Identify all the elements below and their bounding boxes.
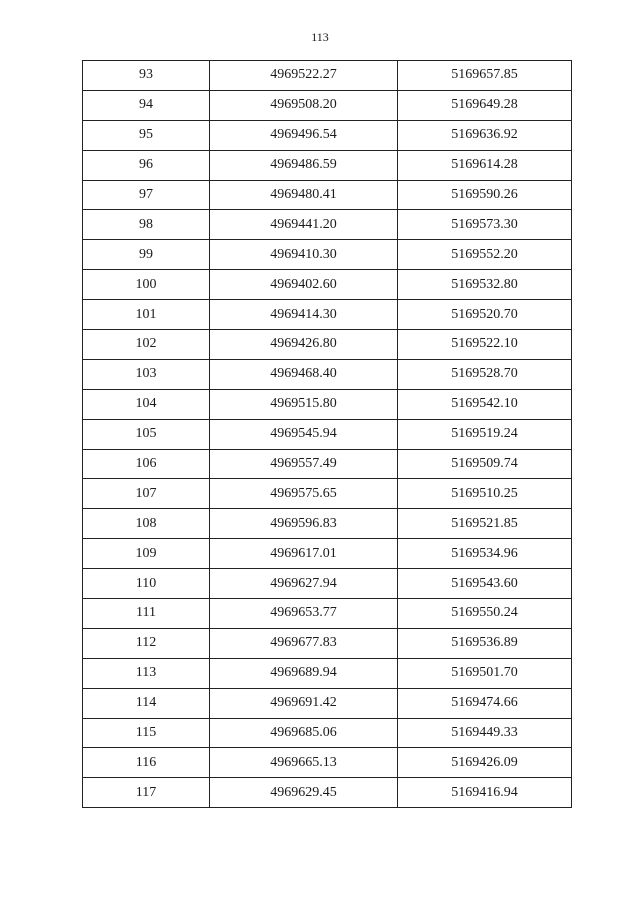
x-coordinate-cell: 4969410.30	[210, 240, 398, 270]
x-coordinate-cell: 4969486.59	[210, 150, 398, 180]
point-number-cell: 109	[83, 539, 210, 569]
table-row	[83, 569, 572, 599]
y-coordinate-cell: 5169510.25	[398, 479, 572, 509]
point-number-cell: 101	[83, 300, 210, 330]
y-coordinate-cell: 5169552.20	[398, 240, 572, 270]
y-coordinate-cell: 5169534.96	[398, 539, 572, 569]
table-row	[83, 599, 572, 629]
x-coordinate-cell: 4969677.83	[210, 628, 398, 658]
table-row	[83, 120, 572, 150]
x-coordinate-cell: 4969545.94	[210, 419, 398, 449]
point-number-cell: 111	[83, 599, 210, 629]
y-coordinate-cell: 5169614.28	[398, 150, 572, 180]
page-number: 113	[311, 30, 329, 44]
y-coordinate-cell: 5169573.30	[398, 210, 572, 240]
table-row	[83, 748, 572, 778]
point-number-cell: 113	[83, 658, 210, 688]
table-row	[83, 359, 572, 389]
x-coordinate-cell: 4969685.06	[210, 718, 398, 748]
x-coordinate-cell: 4969691.42	[210, 688, 398, 718]
y-coordinate-cell: 5169550.24	[398, 599, 572, 629]
coordinates-table	[82, 60, 572, 808]
table-row	[83, 658, 572, 688]
x-coordinate-cell: 4969480.41	[210, 180, 398, 210]
x-coordinate-cell: 4969557.49	[210, 449, 398, 479]
y-coordinate-cell: 5169649.28	[398, 90, 572, 120]
point-number-cell: 102	[83, 330, 210, 360]
y-coordinate-cell: 5169519.24	[398, 419, 572, 449]
table-row	[83, 240, 572, 270]
table-row	[83, 300, 572, 330]
y-coordinate-cell: 5169543.60	[398, 569, 572, 599]
point-number-cell: 117	[83, 778, 210, 808]
y-coordinate-cell: 5169536.89	[398, 628, 572, 658]
point-number-cell: 107	[83, 479, 210, 509]
x-coordinate-cell: 4969653.77	[210, 599, 398, 629]
y-coordinate-cell: 5169449.33	[398, 718, 572, 748]
y-coordinate-cell: 5169520.70	[398, 300, 572, 330]
y-coordinate-cell: 5169590.26	[398, 180, 572, 210]
point-number-cell: 116	[83, 748, 210, 778]
x-coordinate-cell: 4969426.80	[210, 330, 398, 360]
table-row	[83, 628, 572, 658]
x-coordinate-cell: 4969596.83	[210, 509, 398, 539]
table-row	[83, 419, 572, 449]
y-coordinate-cell: 5169542.10	[398, 389, 572, 419]
point-number-cell: 115	[83, 718, 210, 748]
x-coordinate-cell: 4969522.27	[210, 61, 398, 91]
x-coordinate-cell: 4969468.40	[210, 359, 398, 389]
point-number-cell: 99	[83, 240, 210, 270]
point-number-cell: 106	[83, 449, 210, 479]
x-coordinate-cell: 4969515.80	[210, 389, 398, 419]
point-number-cell: 96	[83, 150, 210, 180]
table-row	[83, 509, 572, 539]
y-coordinate-cell: 5169528.70	[398, 359, 572, 389]
y-coordinate-cell: 5169521.85	[398, 509, 572, 539]
table-row	[83, 210, 572, 240]
coordinates-table-body	[83, 61, 572, 808]
point-number-cell: 114	[83, 688, 210, 718]
y-coordinate-cell: 5169416.94	[398, 778, 572, 808]
point-number-cell: 110	[83, 569, 210, 599]
table-row	[83, 778, 572, 808]
x-coordinate-cell: 4969627.94	[210, 569, 398, 599]
y-coordinate-cell: 5169501.70	[398, 658, 572, 688]
point-number-cell: 108	[83, 509, 210, 539]
x-coordinate-cell: 4969441.20	[210, 210, 398, 240]
table-row	[83, 150, 572, 180]
y-coordinate-cell: 5169657.85	[398, 61, 572, 91]
point-number-cell: 95	[83, 120, 210, 150]
point-number-cell: 100	[83, 270, 210, 300]
table-row	[83, 389, 572, 419]
point-number-cell: 105	[83, 419, 210, 449]
y-coordinate-cell: 5169474.66	[398, 688, 572, 718]
table-row	[83, 270, 572, 300]
x-coordinate-cell: 4969689.94	[210, 658, 398, 688]
table-row	[83, 330, 572, 360]
table-row	[83, 449, 572, 479]
point-number-cell: 93	[83, 61, 210, 91]
point-number-cell: 103	[83, 359, 210, 389]
point-number-cell: 97	[83, 180, 210, 210]
point-number-cell: 112	[83, 628, 210, 658]
x-coordinate-cell: 4969402.60	[210, 270, 398, 300]
x-coordinate-cell: 4969665.13	[210, 748, 398, 778]
table-row	[83, 539, 572, 569]
point-number-cell: 94	[83, 90, 210, 120]
point-number-cell: 104	[83, 389, 210, 419]
x-coordinate-cell: 4969629.45	[210, 778, 398, 808]
y-coordinate-cell: 5169509.74	[398, 449, 572, 479]
x-coordinate-cell: 4969508.20	[210, 90, 398, 120]
y-coordinate-cell: 5169522.10	[398, 330, 572, 360]
x-coordinate-cell: 4969575.65	[210, 479, 398, 509]
table-row	[83, 90, 572, 120]
y-coordinate-cell: 5169426.09	[398, 748, 572, 778]
table-row	[83, 688, 572, 718]
x-coordinate-cell: 4969617.01	[210, 539, 398, 569]
point-number-cell: 98	[83, 210, 210, 240]
x-coordinate-cell: 4969414.30	[210, 300, 398, 330]
x-coordinate-cell: 4969496.54	[210, 120, 398, 150]
table-row	[83, 479, 572, 509]
table-row	[83, 61, 572, 91]
y-coordinate-cell: 5169532.80	[398, 270, 572, 300]
y-coordinate-cell: 5169636.92	[398, 120, 572, 150]
table-row	[83, 180, 572, 210]
table-row	[83, 718, 572, 748]
